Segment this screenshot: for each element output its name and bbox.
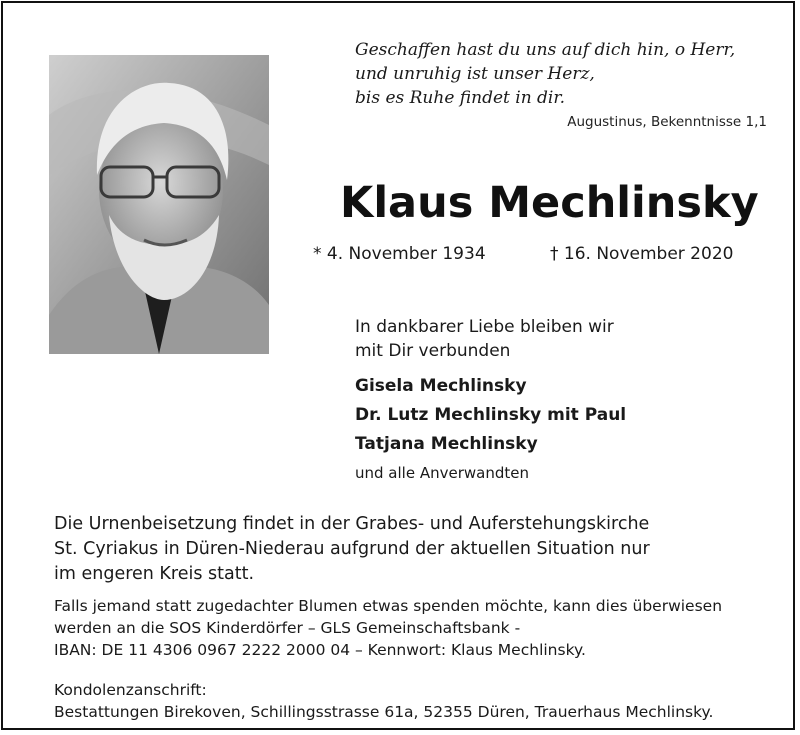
portrait-photo (49, 55, 269, 354)
donation-line: werden an die SOS Kinderdörfer – GLS Gemeinschaftsbank - (54, 619, 521, 637)
condolence-label: Kondolenzanschrift: (54, 681, 207, 699)
dedication-line: In dankbarer Liebe bleiben wir (355, 317, 614, 337)
burial-line: St. Cyriakus in Düren-Niederau aufgrund der aktuellen Situation nur (54, 539, 650, 559)
quote-line: Geschaffen hast du uns auf dich hin, o Herr, (355, 40, 736, 60)
birth-date: * 4. November 1934 (313, 244, 486, 264)
burial-line: Die Urnenbeisetzung findet in der Grabes- und Auferstehungskirche (54, 514, 650, 534)
mourner-name: Tatjana Mechlinsky (355, 434, 538, 454)
death-date: † 16. November 2020 (550, 244, 734, 264)
condolence-address (54, 679, 713, 723)
burial-notice (54, 512, 650, 587)
mourners-list (355, 372, 626, 459)
donation-line: IBAN: DE 11 4306 0967 2222 2000 04 – Kennwort: Klaus Mechlinsky. (54, 641, 586, 659)
donation-line: Falls jemand statt zugedachter Blumen etwas spenden möchte, kann dies überwiesen (54, 597, 723, 615)
dedication-text (355, 315, 614, 363)
quote-line: und unruhig ist unser Herz, (355, 64, 595, 84)
mourner-name: Dr. Lutz Mechlinsky mit Paul (355, 405, 627, 425)
relatives-text: und alle Anverwandten (355, 464, 529, 482)
bible-quote (355, 38, 735, 110)
mourner-name: Gisela Mechlinsky (355, 376, 527, 396)
deceased-name: Klaus Mechlinsky (340, 178, 759, 228)
condolence-address-line: Bestattungen Birekoven, Schillingsstrasse 61a, 52355 Düren, Trauerhaus Mechlinsky. (54, 703, 714, 721)
dedication-line: mit Dir verbunden (355, 341, 511, 361)
burial-line: im engeren Kreis statt. (54, 564, 255, 584)
quote-source: Augustinus, Bekenntnisse 1,1 (567, 114, 767, 130)
quote-line: bis es Ruhe findet in dir. (355, 88, 566, 108)
donation-notice (54, 595, 722, 661)
